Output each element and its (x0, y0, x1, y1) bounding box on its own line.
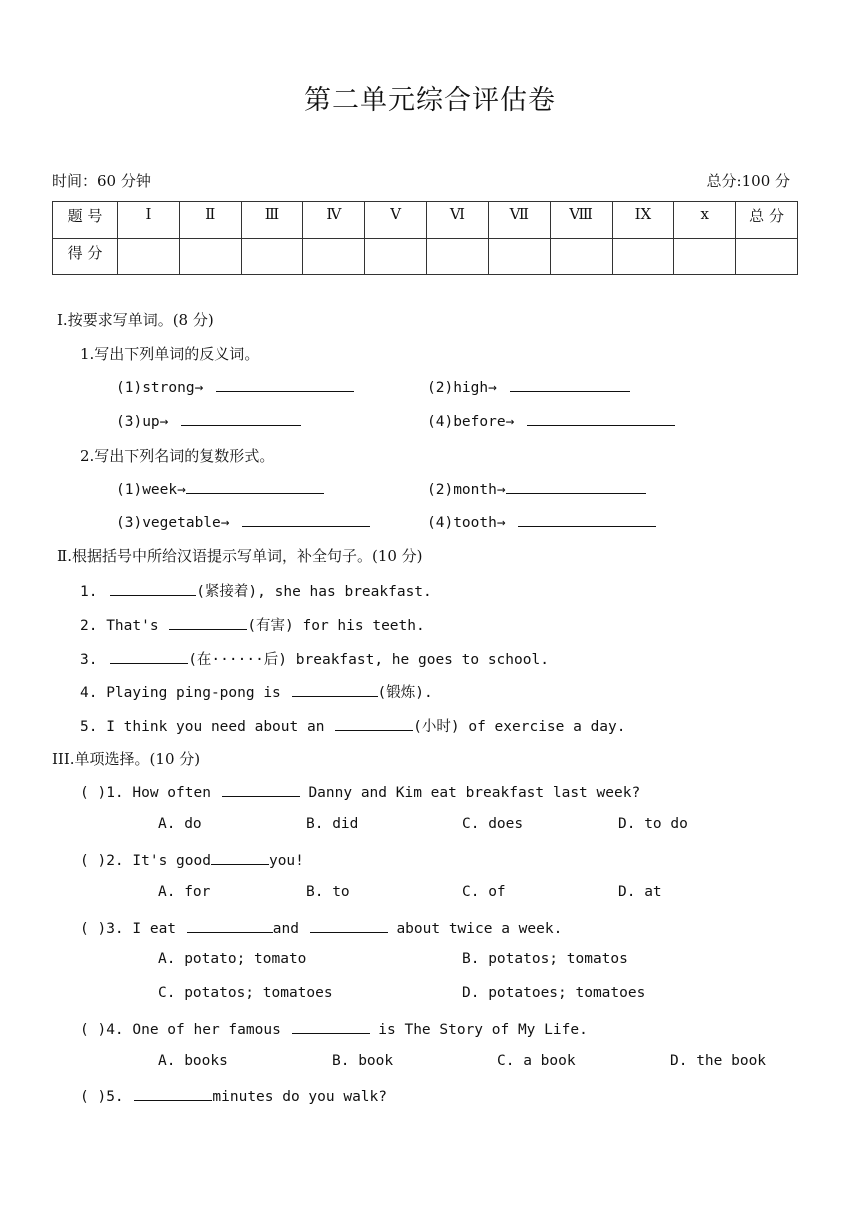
answer-blank[interactable] (335, 716, 413, 731)
score-row-label: 得 分 (53, 239, 118, 275)
answer-blank[interactable] (518, 512, 656, 527)
header-cell: ⅠX (612, 202, 674, 239)
answer-paren[interactable]: ( ) (80, 1022, 107, 1038)
s1-question-2: 2.写出下列名词的复数形式。 (80, 447, 275, 465)
s3-q1-option-b[interactable]: B. did (306, 816, 359, 832)
header-cell: Ⅵ (427, 202, 489, 239)
s3-q3-option-a[interactable]: A. potato; tomato (158, 951, 307, 967)
section-3-heading: III.单项选择。(10 分) (52, 750, 201, 768)
question-prefix: 3. I eat (106, 921, 177, 937)
answer-blank[interactable] (169, 615, 247, 630)
answer-blank[interactable] (242, 512, 370, 527)
s3-q1-option-d[interactable]: D. to do (618, 816, 688, 832)
answer-paren[interactable]: ( ) (80, 853, 107, 869)
s3-q2-option-c[interactable]: C. of (462, 884, 506, 900)
s3-q2-option-b[interactable]: B. to (306, 884, 350, 900)
answer-blank[interactable] (186, 479, 324, 494)
answer-blank[interactable] (110, 649, 188, 664)
s3-q3-option-b[interactable]: B. potatos; tomatos (462, 951, 628, 967)
item-suffix: (小时) of exercise a day. (413, 719, 626, 735)
s3-q2-option-d[interactable]: D. at (618, 884, 662, 900)
s3-q3-option-c[interactable]: C. potatos; tomatoes (158, 985, 333, 1001)
answer-blank[interactable] (134, 1086, 212, 1101)
s2-item-5 (80, 715, 626, 736)
header-cell: Ⅶ (488, 202, 550, 239)
answer-blank[interactable] (506, 479, 646, 494)
score-cell[interactable] (303, 239, 365, 275)
question-suffix: about twice a week. (396, 921, 563, 937)
item-suffix: (锻炼). (377, 685, 433, 701)
header-cell: 题 号 (53, 202, 118, 239)
item-prefix: 1. (80, 584, 98, 600)
s3-question-3 (80, 918, 562, 937)
question-prefix: 1. How often (106, 785, 211, 801)
header-cell: Ⅳ (303, 202, 365, 239)
s3-question-2 (80, 850, 304, 869)
item-prompt: (4)before→ (427, 414, 515, 430)
item-prompt: (1)week→ (116, 482, 186, 498)
answer-blank[interactable] (181, 411, 301, 426)
answer-paren[interactable]: ( ) (80, 785, 107, 801)
section-2-heading: Ⅱ.根据括号中所给汉语提示写单词，补全句子。(10 分) (57, 547, 423, 565)
s3-question-5 (80, 1086, 387, 1105)
answer-blank[interactable] (222, 782, 300, 797)
score-cell[interactable] (365, 239, 427, 275)
item-suffix: (紧接着), she has breakfast. (196, 584, 432, 600)
score-cell[interactable] (179, 239, 241, 275)
answer-blank[interactable] (292, 1019, 370, 1034)
s1-item-a3 (116, 411, 301, 430)
item-prefix: 3. (80, 652, 98, 668)
s2-item-3 (80, 648, 549, 669)
s1-item-b1 (116, 479, 324, 498)
answer-paren[interactable]: ( ) (80, 921, 107, 937)
page-title: 第二单元综合评估卷 (304, 85, 556, 116)
header-cell: Ⅱ (179, 202, 241, 239)
s3-q1-option-c[interactable]: C. does (462, 816, 524, 832)
score-cell[interactable] (488, 239, 550, 275)
answer-blank[interactable] (527, 411, 675, 426)
question-prefix: 5. (106, 1089, 124, 1105)
s3-q1-option-a[interactable]: A. do (158, 816, 202, 832)
header-cell: Ⅴ (365, 202, 427, 239)
answer-paren[interactable]: ( ) (80, 1089, 107, 1105)
s1-question-1: 1.写出下列单词的反义词。 (80, 345, 260, 363)
s1-item-a4 (427, 411, 675, 430)
question-prefix: 4. One of her famous (106, 1022, 281, 1038)
s2-item-4 (80, 681, 433, 702)
score-cell[interactable] (674, 239, 736, 275)
score-cell[interactable] (736, 239, 798, 275)
item-prefix: 4. Playing ping-pong is (80, 685, 281, 701)
total-score: 总分:100 分 (706, 172, 790, 190)
answer-blank[interactable] (310, 918, 388, 933)
answer-blank[interactable] (187, 918, 273, 933)
header-cell: 总 分 (736, 202, 798, 239)
item-prompt: (3)vegetable→ (116, 515, 230, 531)
time-limit: 时间：60 分钟 (52, 172, 151, 190)
header-cell: x (674, 202, 736, 239)
score-table-score-row (53, 239, 798, 275)
s2-item-2 (80, 614, 425, 635)
item-prompt: (1)strong→ (116, 380, 204, 396)
answer-blank[interactable] (510, 377, 630, 392)
score-cell[interactable] (550, 239, 612, 275)
s3-q2-option-a[interactable]: A. for (158, 884, 211, 900)
s3-question-1 (80, 782, 640, 801)
question-suffix: Danny and Kim eat breakfast last week? (308, 785, 641, 801)
question-middle: and (272, 921, 299, 937)
item-suffix: (在······后) breakfast, he goes to school. (188, 652, 549, 668)
answer-blank[interactable] (292, 682, 378, 697)
score-table (52, 201, 798, 275)
s1-item-b2 (427, 479, 646, 498)
score-table-header-row (53, 202, 798, 239)
s1-item-b3 (116, 512, 370, 531)
item-prompt: (4)tooth→ (427, 515, 506, 531)
s3-q4-option-c[interactable]: C. a book (497, 1053, 576, 1069)
question-suffix: you! (268, 853, 304, 869)
s1-item-a2 (427, 377, 630, 396)
question-prefix: 2. It's good (106, 853, 211, 869)
score-cell[interactable] (118, 239, 180, 275)
score-cell[interactable] (612, 239, 674, 275)
answer-blank[interactable] (211, 850, 269, 865)
question-suffix: is The Story of My Life. (378, 1022, 588, 1038)
item-prompt: (3)up→ (116, 414, 169, 430)
question-suffix: minutes do you walk? (212, 1089, 388, 1105)
s1-item-a1 (116, 377, 354, 396)
s2-item-1 (80, 580, 432, 601)
s3-q4-option-a[interactable]: A. books (158, 1053, 228, 1069)
item-prompt: (2)month→ (427, 482, 506, 498)
answer-blank[interactable] (110, 581, 196, 596)
item-suffix: (有害) for his teeth. (247, 618, 425, 634)
header-cell: Ⅷ (550, 202, 612, 239)
item-prefix: 5. I think you need about an (80, 719, 325, 735)
s3-q4-option-b[interactable]: B. book (332, 1053, 394, 1069)
score-cell[interactable] (241, 239, 303, 275)
s1-item-b4 (427, 512, 656, 531)
header-cell: Ⅰ (118, 202, 180, 239)
answer-blank[interactable] (216, 377, 354, 392)
item-prompt: (2)high→ (427, 380, 497, 396)
score-cell[interactable] (427, 239, 489, 275)
s3-question-4 (80, 1019, 588, 1038)
section-1-heading: Ⅰ.按要求写单词。(8 分) (57, 311, 214, 329)
header-cell: Ⅲ (241, 202, 303, 239)
s3-q4-option-d[interactable]: D. the book (670, 1053, 767, 1069)
item-prefix: 2. That's (80, 618, 159, 634)
s3-q3-option-d[interactable]: D. potatoes; tomatoes (462, 985, 646, 1001)
